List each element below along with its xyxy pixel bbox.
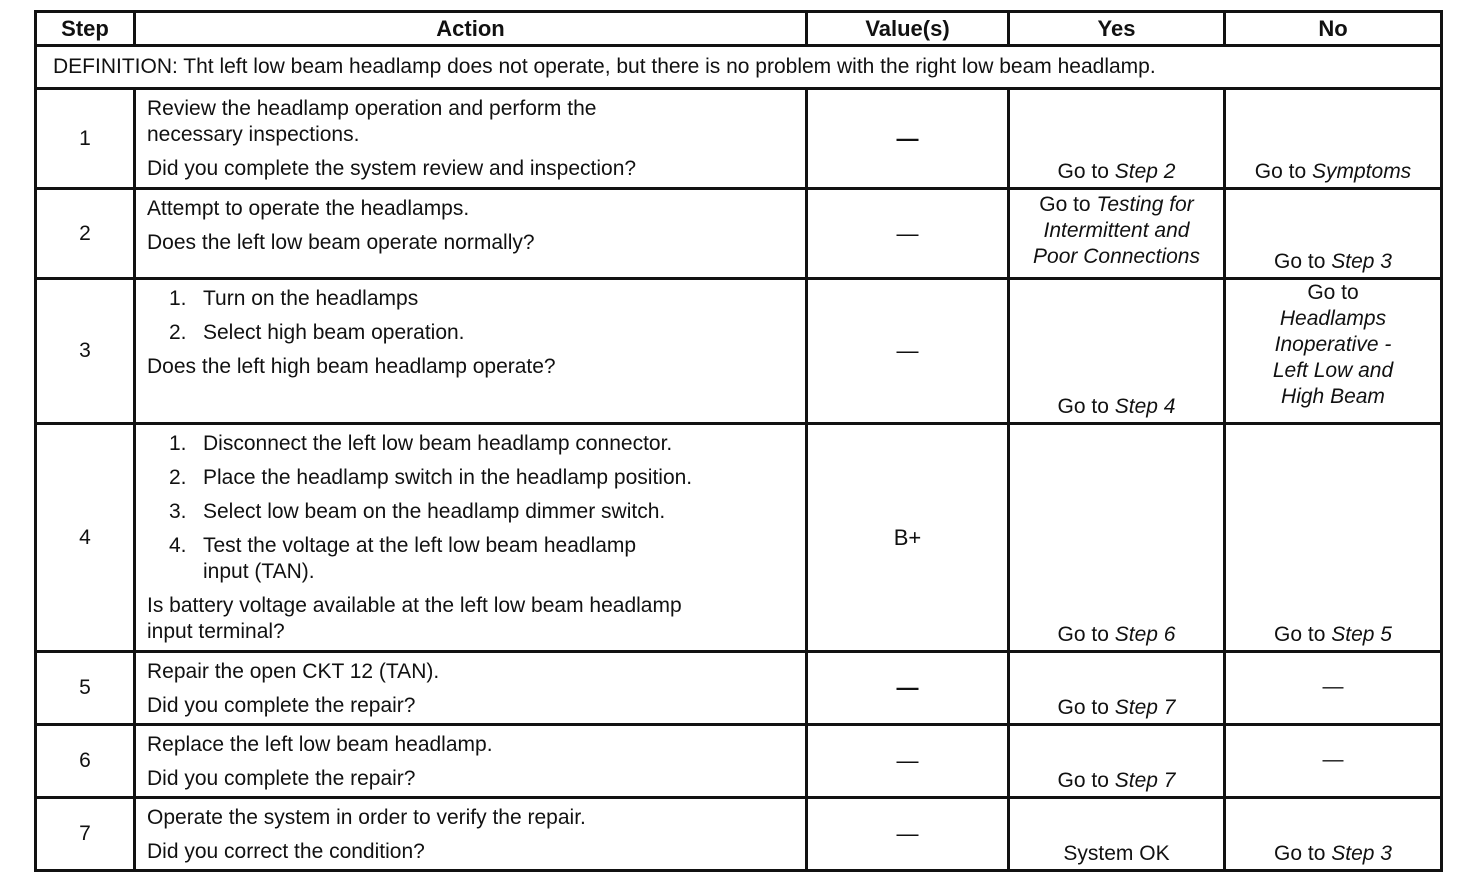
yes-cell [1009, 424, 1225, 652]
no-link[interactable]: Step 3 [1331, 842, 1392, 865]
action-cell [135, 652, 807, 725]
yes-cell [1009, 279, 1225, 424]
action-line: necessary inspections. [147, 123, 360, 146]
no-link[interactable]: Inoperative - [1274, 333, 1392, 356]
table-row [36, 279, 1442, 424]
definition-text: DEFINITION: Tht left low beam headlamp does not operate, but there is no problem with the right low beam headlamp. [36, 46, 1442, 89]
header-step: Step [36, 12, 135, 46]
no-cell: — [1225, 652, 1442, 725]
yes-prefix: Go to [1057, 160, 1115, 183]
action-line: Attempt to operate the headlamps. [147, 197, 470, 220]
value-cell: B+ [807, 424, 1009, 652]
value-cell: — [807, 725, 1009, 798]
no-cell [1225, 424, 1442, 652]
action-question: input terminal? [147, 620, 285, 643]
no-link[interactable]: Headlamps [1279, 307, 1387, 330]
header-action: Action [135, 12, 807, 46]
action-cell [135, 189, 807, 279]
value-cell: — [807, 798, 1009, 871]
action-question: Did you complete the system review and inspection? [147, 157, 637, 180]
action-question: Did you complete the repair? [147, 694, 416, 717]
no-cell: — [1225, 725, 1442, 798]
yes-link[interactable]: Step 4 [1114, 395, 1176, 418]
yes-link[interactable]: Step 6 [1114, 623, 1176, 646]
value-cell: — [807, 279, 1009, 424]
yes-cell: System OK [1009, 798, 1225, 871]
yes-link[interactable]: Step 7 [1114, 696, 1176, 719]
no-prefix: Go to [1274, 623, 1332, 646]
action-question: Does the left low beam operate normally? [147, 231, 535, 254]
value-cell: — [807, 189, 1009, 279]
yes-prefix: Go to [1057, 769, 1115, 792]
header-row [36, 12, 1442, 46]
list-item: 1. Turn on the headlamps [169, 287, 419, 310]
list-item: 2. Select high beam operation. [169, 321, 465, 344]
no-link[interactable]: High Beam [1281, 385, 1385, 408]
action-line: Operate the system in order to verify the repair. [147, 806, 586, 829]
step-number: 3 [36, 279, 135, 424]
no-cell [1225, 89, 1442, 189]
no-prefix: Go to [1274, 250, 1332, 273]
yes-prefix: Go to [1057, 623, 1115, 646]
action-cell [135, 89, 807, 189]
action-question: Does the left high beam headlamp operate? [147, 355, 556, 378]
definition-row [36, 46, 1442, 89]
no-prefix: Go to [1254, 160, 1312, 183]
step-number: 4 [36, 424, 135, 652]
yes-cell [1009, 89, 1225, 189]
yes-prefix: Go to [1057, 395, 1115, 418]
step-number: 5 [36, 652, 135, 725]
value-cell: — [807, 652, 1009, 725]
step-number: 2 [36, 189, 135, 279]
no-link[interactable]: Step 5 [1331, 623, 1392, 646]
yes-link[interactable]: Step 7 [1114, 769, 1176, 792]
action-question: Did you correct the condition? [147, 840, 425, 863]
table-row [36, 725, 1442, 798]
no-link[interactable]: Symptoms [1312, 160, 1412, 183]
step-number: 1 [36, 89, 135, 189]
action-cell [135, 725, 807, 798]
header-yes: Yes [1009, 12, 1225, 46]
value-cell: — [807, 89, 1009, 189]
list-item: 3. Select low beam on the headlamp dimmer switch. [169, 500, 666, 523]
no-cell [1225, 798, 1442, 871]
step-number: 7 [36, 798, 135, 871]
header-no: No [1225, 12, 1442, 46]
action-line: Review the headlamp operation and perform the [147, 97, 597, 120]
no-link[interactable]: Left Low and [1272, 359, 1394, 382]
table-row [36, 798, 1442, 871]
list-item: 4. Test the voltage at the left low beam headlamp input (TAN). [169, 534, 637, 583]
yes-link[interactable]: Intermittent and [1043, 219, 1190, 242]
table-row [36, 652, 1442, 725]
yes-link[interactable]: Poor Connections [1033, 245, 1200, 268]
list-item: 2. Place the headlamp switch in the headlamp position. [169, 466, 693, 489]
no-cell [1225, 189, 1442, 279]
action-cell [135, 279, 807, 424]
no-cell [1225, 279, 1442, 424]
action-line: Repair the open CKT 12 (TAN). [147, 660, 440, 683]
table-row [36, 424, 1442, 652]
no-prefix: Go to [1307, 281, 1359, 304]
action-cell [135, 424, 807, 652]
no-prefix: Go to [1274, 842, 1332, 865]
table-row [36, 189, 1442, 279]
diagnostic-table [34, 10, 1443, 872]
action-question: Did you complete the repair? [147, 767, 416, 790]
action-line: Replace the left low beam headlamp. [147, 733, 493, 756]
step-number: 6 [36, 725, 135, 798]
yes-prefix: Go to [1057, 696, 1115, 719]
table-row [36, 89, 1442, 189]
no-link[interactable]: Step 3 [1331, 250, 1392, 273]
yes-cell [1009, 652, 1225, 725]
yes-link[interactable]: Testing for [1096, 193, 1194, 216]
yes-cell [1009, 725, 1225, 798]
header-values: Value(s) [807, 12, 1009, 46]
action-cell [135, 798, 807, 871]
yes-prefix: Go to [1039, 193, 1097, 216]
list-item: 1. Disconnect the left low beam headlamp connector. [169, 432, 673, 455]
action-question: Is battery voltage available at the left low beam headlamp [147, 594, 682, 617]
yes-cell [1009, 189, 1225, 279]
yes-link[interactable]: Step 2 [1114, 160, 1176, 183]
